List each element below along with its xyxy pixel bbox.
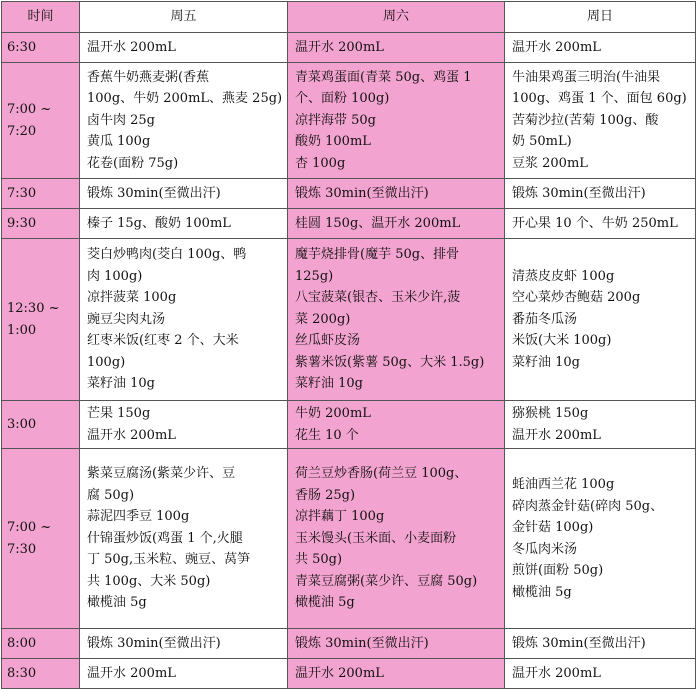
friday-cell — [80, 33, 288, 63]
cell-line: 温开水 200mL — [295, 665, 384, 681]
friday-cell — [80, 449, 288, 629]
saturday-cell — [288, 401, 505, 449]
cell-line: 碎肉蒸金针菇(碎肉 50g、 — [512, 498, 664, 514]
cell-line: 花生 10 个 — [295, 427, 359, 443]
sunday-cell — [505, 33, 696, 63]
cell-line: 紫菜豆腐汤(紫菜少许、豆 — [87, 466, 236, 482]
time-cell — [2, 659, 80, 689]
cell-line: 荷兰豆炒香肠(荷兰豆 100g、 — [295, 466, 468, 482]
cell-line: 牛奶 200mL — [295, 406, 371, 421]
cell-line: 紫薯米饭(紫薯 50g、大米 1.5g) — [295, 354, 485, 370]
cell-line: 温开水 200mL — [87, 39, 176, 55]
cell-line: 锻炼 30min(至微出汗) — [295, 635, 429, 651]
time-cell — [2, 239, 80, 401]
cell-line: 橄榄油 5g — [512, 584, 572, 600]
saturday-cell — [288, 659, 505, 689]
cell-line: 苦菊沙拉(苦菊 100g、酸 — [512, 112, 659, 128]
cell-line: 温开水 200mL — [87, 665, 176, 681]
cell-line: 菜 200g) — [295, 311, 351, 327]
sunday-cell — [505, 401, 696, 449]
cell-line: 6:30 — [7, 39, 37, 55]
friday-cell — [80, 63, 288, 179]
cell-line: 7:00 ~ — [7, 102, 52, 117]
friday-cell — [80, 401, 288, 449]
cell-line: 100g) — [87, 354, 126, 370]
cell-line: 100g、鸡蛋 1 个、面包 60g) — [512, 91, 687, 107]
cell-line: 玉米馒头(玉米面、小麦面粉 — [295, 530, 457, 546]
time-cell — [2, 63, 80, 179]
header-sunday: 周日 — [505, 2, 696, 33]
cell-line: 锻炼 30min(至微出汗) — [512, 185, 646, 201]
cell-line: 橄榄油 5g — [87, 595, 147, 611]
cell-line: 9:30 — [7, 215, 37, 231]
cell-line: 牛油果鸡蛋三明治(牛油果 — [512, 69, 661, 85]
cell-line: 红枣米饭(红枣 2 个、大米 — [87, 333, 239, 349]
cell-line: 锻炼 30min(至微出汗) — [87, 635, 221, 651]
cell-line: 温开水 200mL — [512, 665, 601, 681]
cell-line: 煎饼(面粉 50g) — [512, 563, 604, 578]
cell-line: 卤牛肉 25g — [87, 112, 155, 128]
cell-line: 豆浆 200mL — [512, 155, 588, 171]
cell-line: 开心果 10 个、牛奶 250mL — [512, 215, 678, 231]
cell-line: 冬瓜肉米汤 — [512, 541, 578, 557]
friday-cell — [80, 659, 288, 689]
sunday-cell — [505, 239, 696, 401]
table-row — [2, 179, 696, 209]
cell-line: 菜籽油 10g — [295, 376, 363, 392]
cell-line: 金针菇 100g) — [512, 520, 594, 535]
cell-line: 凉拌藕丁 100g — [295, 509, 385, 525]
cell-line: 杏 100g — [295, 155, 346, 171]
cell-line: 奶 50mL) — [512, 134, 572, 150]
cell-line: 个、面粉 100g) — [295, 91, 390, 107]
cell-line: 空心菜炒杏鲍菇 200g — [512, 290, 641, 306]
cell-line: 7:30 — [7, 541, 37, 557]
sunday-cell — [505, 659, 696, 689]
table-body — [2, 33, 696, 689]
cell-line: 什锦蛋炒饭(鸡蛋 1 个,火腿 — [87, 530, 243, 546]
cell-line: 温开水 200mL — [512, 39, 601, 55]
table-row — [2, 63, 696, 179]
cell-line: 黄瓜 100g — [87, 134, 151, 150]
cell-line: 8:00 — [7, 635, 37, 651]
table-row — [2, 401, 696, 449]
table-row — [2, 449, 696, 629]
table-row — [2, 239, 696, 401]
cell-line: 菜籽油 10g — [512, 354, 580, 370]
sunday-cell — [505, 449, 696, 629]
cell-line: 菜籽油 10g — [87, 376, 155, 392]
time-cell — [2, 209, 80, 239]
cell-line: 共 50g) — [295, 552, 343, 568]
cell-line: 温开水 200mL — [512, 427, 601, 443]
cell-line: 3:00 — [7, 416, 37, 432]
meal-plan-table — [1, 1, 696, 689]
header-row — [2, 2, 696, 33]
cell-line: 芒果 150g — [87, 406, 151, 421]
sunday-cell — [505, 63, 696, 179]
cell-line: 锻炼 30min(至微出汗) — [512, 635, 646, 651]
cell-line: 锻炼 30min(至微出汗) — [87, 185, 221, 201]
sunday-cell — [505, 209, 696, 239]
table-row — [2, 629, 696, 659]
cell-line: 凉拌海带 50g — [295, 112, 376, 128]
cell-line: 12:30 ~ — [7, 301, 60, 316]
header-time: 时间 — [2, 2, 80, 33]
cell-line: 肉 100g) — [87, 268, 143, 284]
cell-line: 酸奶 100mL — [295, 134, 371, 150]
cell-line: 青菜豆腐粥(菜少许、豆腐 50g) — [295, 573, 478, 589]
table-row — [2, 659, 696, 689]
cell-line: 共 100g、大米 50g) — [87, 573, 211, 589]
cell-line: 腐 50g) — [87, 487, 135, 503]
header-saturday: 周六 — [288, 2, 505, 33]
cell-line: 温开水 200mL — [295, 39, 384, 55]
cell-line: 花卷(面粉 75g) — [87, 155, 179, 171]
saturday-cell — [288, 629, 505, 659]
sunday-cell — [505, 179, 696, 209]
time-cell — [2, 33, 80, 63]
header-friday: 周五 — [80, 2, 288, 33]
cell-line: 7:00 ~ — [7, 520, 52, 535]
cell-line: 米饭(大米 100g) — [512, 333, 612, 349]
cell-line: 7:30 — [7, 185, 37, 201]
friday-cell — [80, 179, 288, 209]
time-cell — [2, 629, 80, 659]
cell-line: 青菜鸡蛋面(青菜 50g、鸡蛋 1 — [295, 69, 472, 85]
cell-line: 豌豆尖肉丸汤 — [87, 311, 166, 327]
cell-line: 锻炼 30min(至微出汗) — [295, 185, 429, 201]
saturday-cell — [288, 239, 505, 401]
cell-line: 香肠 25g) — [295, 487, 356, 503]
cell-line: 丝瓜虾皮汤 — [295, 333, 361, 349]
saturday-cell — [288, 209, 505, 239]
cell-line: 桂圆 150g、温开水 200mL — [295, 215, 461, 231]
cell-line: 温开水 200mL — [87, 427, 176, 443]
cell-line: 橄榄油 5g — [295, 595, 355, 611]
cell-line: 蚝油西兰花 100g — [512, 477, 615, 492]
cell-line: 魔芋烧排骨(魔芋 50g、排骨 — [295, 247, 460, 263]
cell-line: 100g、牛奶 200mL、燕麦 25g) — [87, 91, 283, 107]
cell-line: 八宝菠菜(银杏、玉米少许,菠 — [295, 290, 461, 306]
cell-line: 茭白炒鸭肉(茭白 100g、鸭 — [87, 247, 247, 263]
time-cell — [2, 179, 80, 209]
cell-line: 1:00 — [7, 322, 37, 338]
sunday-cell — [505, 629, 696, 659]
saturday-cell — [288, 33, 505, 63]
friday-cell — [80, 209, 288, 239]
table-row — [2, 209, 696, 239]
saturday-cell — [288, 63, 505, 179]
table-row — [2, 33, 696, 63]
time-cell — [2, 401, 80, 449]
cell-line: 清蒸皮皮虾 100g — [512, 268, 615, 284]
saturday-cell — [288, 179, 505, 209]
cell-line: 凉拌菠菜 100g — [87, 290, 177, 306]
friday-cell — [80, 239, 288, 401]
cell-line: 125g) — [295, 268, 334, 284]
cell-line: 猕猴桃 150g — [512, 406, 589, 421]
saturday-cell — [288, 449, 505, 629]
cell-line: 丁 50g,玉米粒、豌豆、莴笋 — [87, 552, 251, 568]
cell-line: 7:20 — [7, 123, 37, 139]
cell-line: 蒜泥四季豆 100g — [87, 509, 190, 525]
cell-line: 香蕉牛奶燕麦粥(香蕉 — [87, 69, 210, 85]
cell-line: 8:30 — [7, 665, 37, 681]
cell-line: 榛子 15g、酸奶 100mL — [87, 215, 231, 231]
friday-cell — [80, 629, 288, 659]
time-cell — [2, 449, 80, 629]
cell-line: 番茄冬瓜汤 — [512, 311, 578, 327]
